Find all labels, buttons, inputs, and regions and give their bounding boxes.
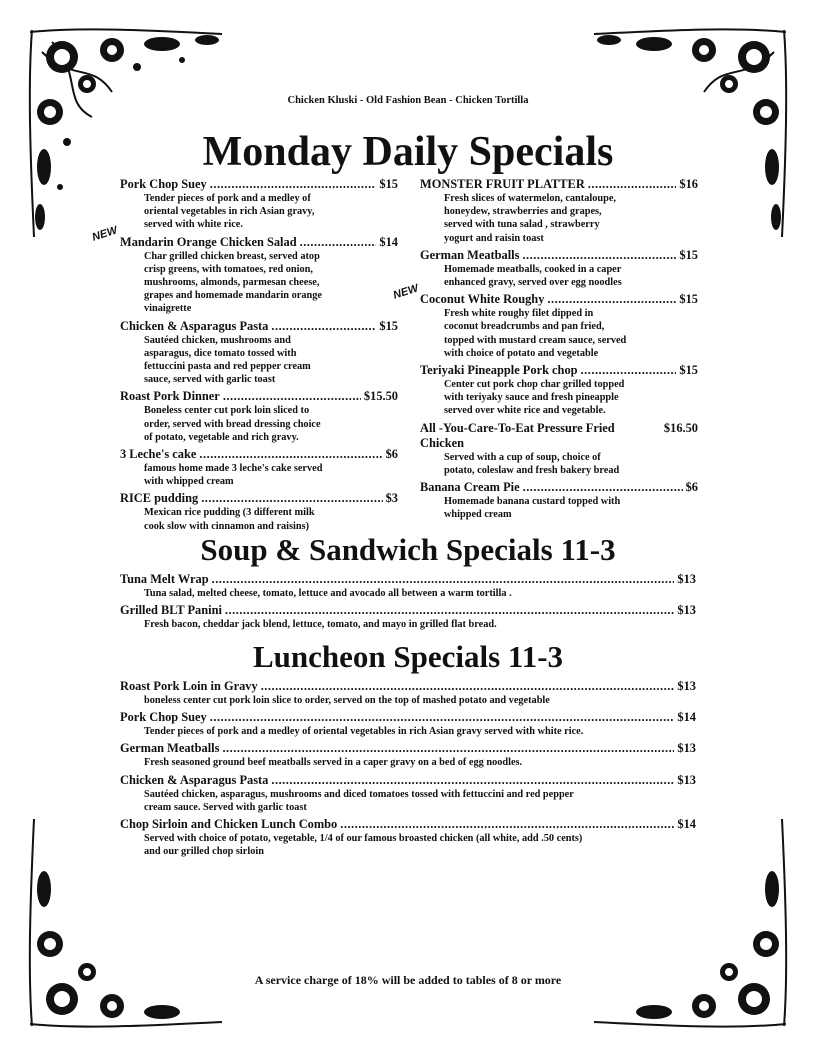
menu-item-description: yogurt and raisin toast — [444, 232, 544, 244]
menu-item — [420, 292, 698, 360]
menu-item — [120, 817, 696, 858]
menu-item-description: boneless center cut pork loin slice to order, served on the top of mashed potato and vegetable — [144, 695, 550, 706]
menu-item-description: Sautéed chicken, mushrooms and — [144, 334, 291, 346]
menu-item-price: $6 — [685, 480, 698, 495]
soups-of-the-day: Chicken Kluski - Old Fashion Bean - Chicken Tortilla — [287, 95, 529, 106]
menu-item-description: of potato, vegetable and rich gravy. — [144, 431, 299, 443]
menu-item-name: Roast Pork Loin in Gravy — [120, 679, 258, 693]
dot-leader — [225, 603, 674, 618]
dot-leader — [223, 389, 361, 404]
menu-item-name-continued: Chicken — [420, 435, 465, 450]
dot-leader — [212, 572, 675, 587]
menu-item-description: Homemade meatballs, cooked in a caper — [444, 263, 622, 275]
menu-item-description: asparagus, dice tomato tossed with — [144, 347, 297, 359]
menu-item — [420, 480, 698, 521]
menu-item-price: $13 — [677, 603, 696, 618]
menu-item-name: Pork Chop Suey — [120, 177, 207, 191]
menu-item-description: Fresh bacon, cheddar jack blend, lettuce, tomato, and mayo in grilled flat bread. — [144, 619, 497, 631]
menu-item-price: $15 — [679, 292, 698, 307]
menu-item — [120, 235, 398, 316]
menu-item-name: German Meatballs — [420, 247, 520, 262]
daily-specials-left-column — [120, 177, 398, 536]
menu-item-description: cook slow with cinnamon and raisins) — [144, 520, 310, 532]
dot-leader — [588, 177, 677, 192]
menu-item-description: with teriyaky sauce and fresh pineapple — [444, 392, 619, 404]
menu-item-price: $15 — [379, 177, 398, 191]
menu-item — [120, 773, 696, 814]
menu-item-price: $14 — [677, 710, 696, 725]
new-badge: NEW — [90, 224, 119, 244]
menu-item-name: Chicken & Asparagus Pasta — [120, 318, 269, 333]
menu-item-description: potato, coleslaw and fresh bakery bread — [444, 464, 620, 476]
soup-sandwich-heading: Soup & Sandwich Specials 11-3 — [200, 532, 616, 567]
menu-item-price: $14 — [677, 817, 696, 832]
menu-item-name: Chicken & Asparagus Pasta — [120, 772, 269, 787]
menu-item — [120, 491, 398, 532]
menu-item-description: oriental vegetables in rich Asian gravy, — [144, 206, 315, 218]
menu-item-price: $13 — [677, 679, 696, 693]
menu-item-name: 3 Leche's cake — [120, 447, 197, 462]
menu-item-description: cream sauce. Served with garlic toast — [144, 801, 307, 813]
menu-item-price: $15 — [679, 247, 698, 262]
new-badge: NEW — [391, 282, 420, 302]
menu-item-description: coconut breadcrumbs and pan fried, — [444, 321, 605, 333]
menu-item — [120, 710, 696, 738]
menu-item-price: $13 — [677, 572, 696, 586]
menu-item-name: Roast Pork Dinner — [120, 389, 220, 404]
menu-item-description: topped with mustard cream sauce, served — [444, 334, 627, 346]
menu-item-price: $15 — [379, 318, 398, 333]
menu-item-description: Fresh white roughy filet dipped in — [444, 308, 594, 320]
dot-leader — [222, 741, 674, 756]
soup-sandwich-list — [120, 572, 696, 634]
menu-item-price: $3 — [385, 491, 398, 506]
menu-item-description: vinaigrette — [144, 303, 192, 315]
service-charge-note: A service charge of 18% will be added to tables of 8 or more — [254, 973, 562, 987]
menu-item-description: mushrooms, almonds, parmesan cheese, — [144, 277, 320, 289]
menu-item-description: Tender pieces of pork and a medley of oriental vegetables in rich Asian gravy served with white rice. — [144, 726, 584, 738]
menu-item-name: Grilled BLT Panini — [120, 603, 222, 618]
menu-item-description: grapes and homemade mandarin orange — [144, 290, 322, 302]
menu-item — [420, 421, 698, 477]
page-title: Monday Daily Specials — [202, 129, 614, 175]
menu-item-description: enhanced gravy, served over egg noodles — [444, 277, 622, 289]
menu-item-description: Sautéed chicken, asparagus, mushrooms and diced tomatoes tossed with fettuccini and red pepper — [144, 788, 574, 800]
dot-leader — [547, 292, 676, 307]
menu-item-description: famous home made 3 leche's cake served — [144, 463, 323, 475]
menu-item-price: $14 — [379, 234, 398, 249]
menu-item — [420, 177, 698, 245]
menu-item-description: served with white rice. — [144, 219, 243, 231]
dot-leader — [523, 480, 683, 495]
luncheon-heading: Luncheon Specials 11-3 — [252, 639, 564, 674]
menu-item-price: $13 — [677, 741, 696, 756]
menu-item — [120, 679, 696, 707]
menu-item-description: Homemade banana custard topped with — [444, 496, 621, 508]
menu-item-description: Char grilled chicken breast, served atop — [144, 250, 320, 262]
dot-leader — [210, 710, 675, 725]
menu-item-description: Served with a cup of soup, choice of — [444, 451, 601, 463]
menu-item-description: Served with choice of potato, vegetable, 1/4 of our famous broasted chicken (all white, add .50 cents) — [144, 833, 583, 845]
menu-item-description: Mexican rice pudding (3 different milk — [144, 507, 315, 519]
menu-item — [120, 741, 696, 769]
dot-leader — [261, 679, 675, 694]
menu-item — [120, 447, 398, 488]
menu-item-name: Banana Cream Pie — [420, 480, 520, 495]
menu-item-description: Boneless center cut pork loin sliced to — [144, 405, 310, 417]
menu-item-price: $16 — [679, 177, 698, 191]
menu-item-name: Mandarin Orange Chicken Salad — [120, 234, 297, 249]
menu-item-description: whipped cream — [444, 509, 512, 521]
menu-item — [120, 319, 398, 387]
luncheon-list — [120, 679, 696, 861]
dot-leader — [522, 248, 676, 263]
menu-item-description: sauce, served with garlic toast — [144, 374, 276, 386]
menu-item-name: MONSTER FRUIT PLATTER — [420, 177, 585, 191]
menu-item-description: fettuccini pasta and red pepper cream — [144, 361, 311, 373]
menu-item-description: Tender pieces of pork and a medley of — [144, 193, 311, 204]
menu-item-price: $16.50 — [663, 420, 698, 435]
menu-item-name: RICE pudding — [120, 491, 199, 506]
menu-item — [420, 248, 698, 289]
menu-item-name: All -You-Care-To-Eat Pressure Fried — [420, 420, 615, 435]
menu-item-description: and our grilled chop sirloin — [144, 846, 264, 858]
dot-leader — [210, 177, 377, 192]
menu-item-name: German Meatballs — [120, 741, 220, 756]
menu-item-description: crisp greens, with tomatoes, red onion, — [144, 263, 313, 275]
menu-item-description: with choice of potato and vegetable — [444, 347, 599, 359]
dot-leader — [271, 319, 376, 334]
dot-leader — [271, 773, 674, 788]
menu-item — [120, 572, 696, 600]
menu-item — [120, 177, 398, 232]
menu-item-description: honeydew, strawberries and grapes, — [444, 206, 602, 218]
menu-item-description: Fresh seasoned ground beef meatballs served in a caper gravy on a bed of egg noodles. — [144, 757, 523, 769]
menu-item-description: served with tuna salad , strawberry — [444, 219, 600, 231]
menu-item — [420, 363, 698, 418]
dot-leader — [201, 491, 382, 506]
menu-item-name: Teriyaki Pineapple Pork chop — [420, 363, 578, 378]
menu-item-price: $6 — [385, 447, 398, 462]
menu-item-name: Pork Chop Suey — [120, 710, 207, 725]
menu-item-price: $15 — [679, 363, 698, 378]
menu-item-description: order, served with bread dressing choice — [144, 418, 321, 430]
dot-leader — [300, 235, 377, 250]
menu-item — [120, 603, 696, 631]
menu-item-description: with whipped cream — [144, 476, 234, 488]
menu-item-name: Tuna Melt Wrap — [120, 572, 209, 586]
menu-item-description: served over white rice and vegetable. — [444, 405, 606, 417]
menu-item-name: Chop Sirloin and Chicken Lunch Combo — [120, 817, 338, 832]
menu-item-name: Coconut White Roughy — [420, 292, 545, 307]
daily-specials-right-column — [420, 177, 698, 524]
menu-item-price: $15.50 — [363, 389, 398, 404]
menu-item-description: Center cut pork chop char grilled topped — [444, 379, 625, 391]
dot-leader — [581, 363, 677, 378]
menu-item-description: Fresh slices of watermelon, cantaloupe, — [444, 193, 616, 204]
dot-leader — [199, 447, 382, 462]
menu-item — [120, 389, 398, 444]
menu-item-price: $13 — [677, 772, 696, 787]
menu-item-description: Tuna salad, melted cheese, tomato, lettuce and avocado all between a warm tortilla . — [144, 588, 512, 599]
dot-leader — [340, 817, 674, 832]
